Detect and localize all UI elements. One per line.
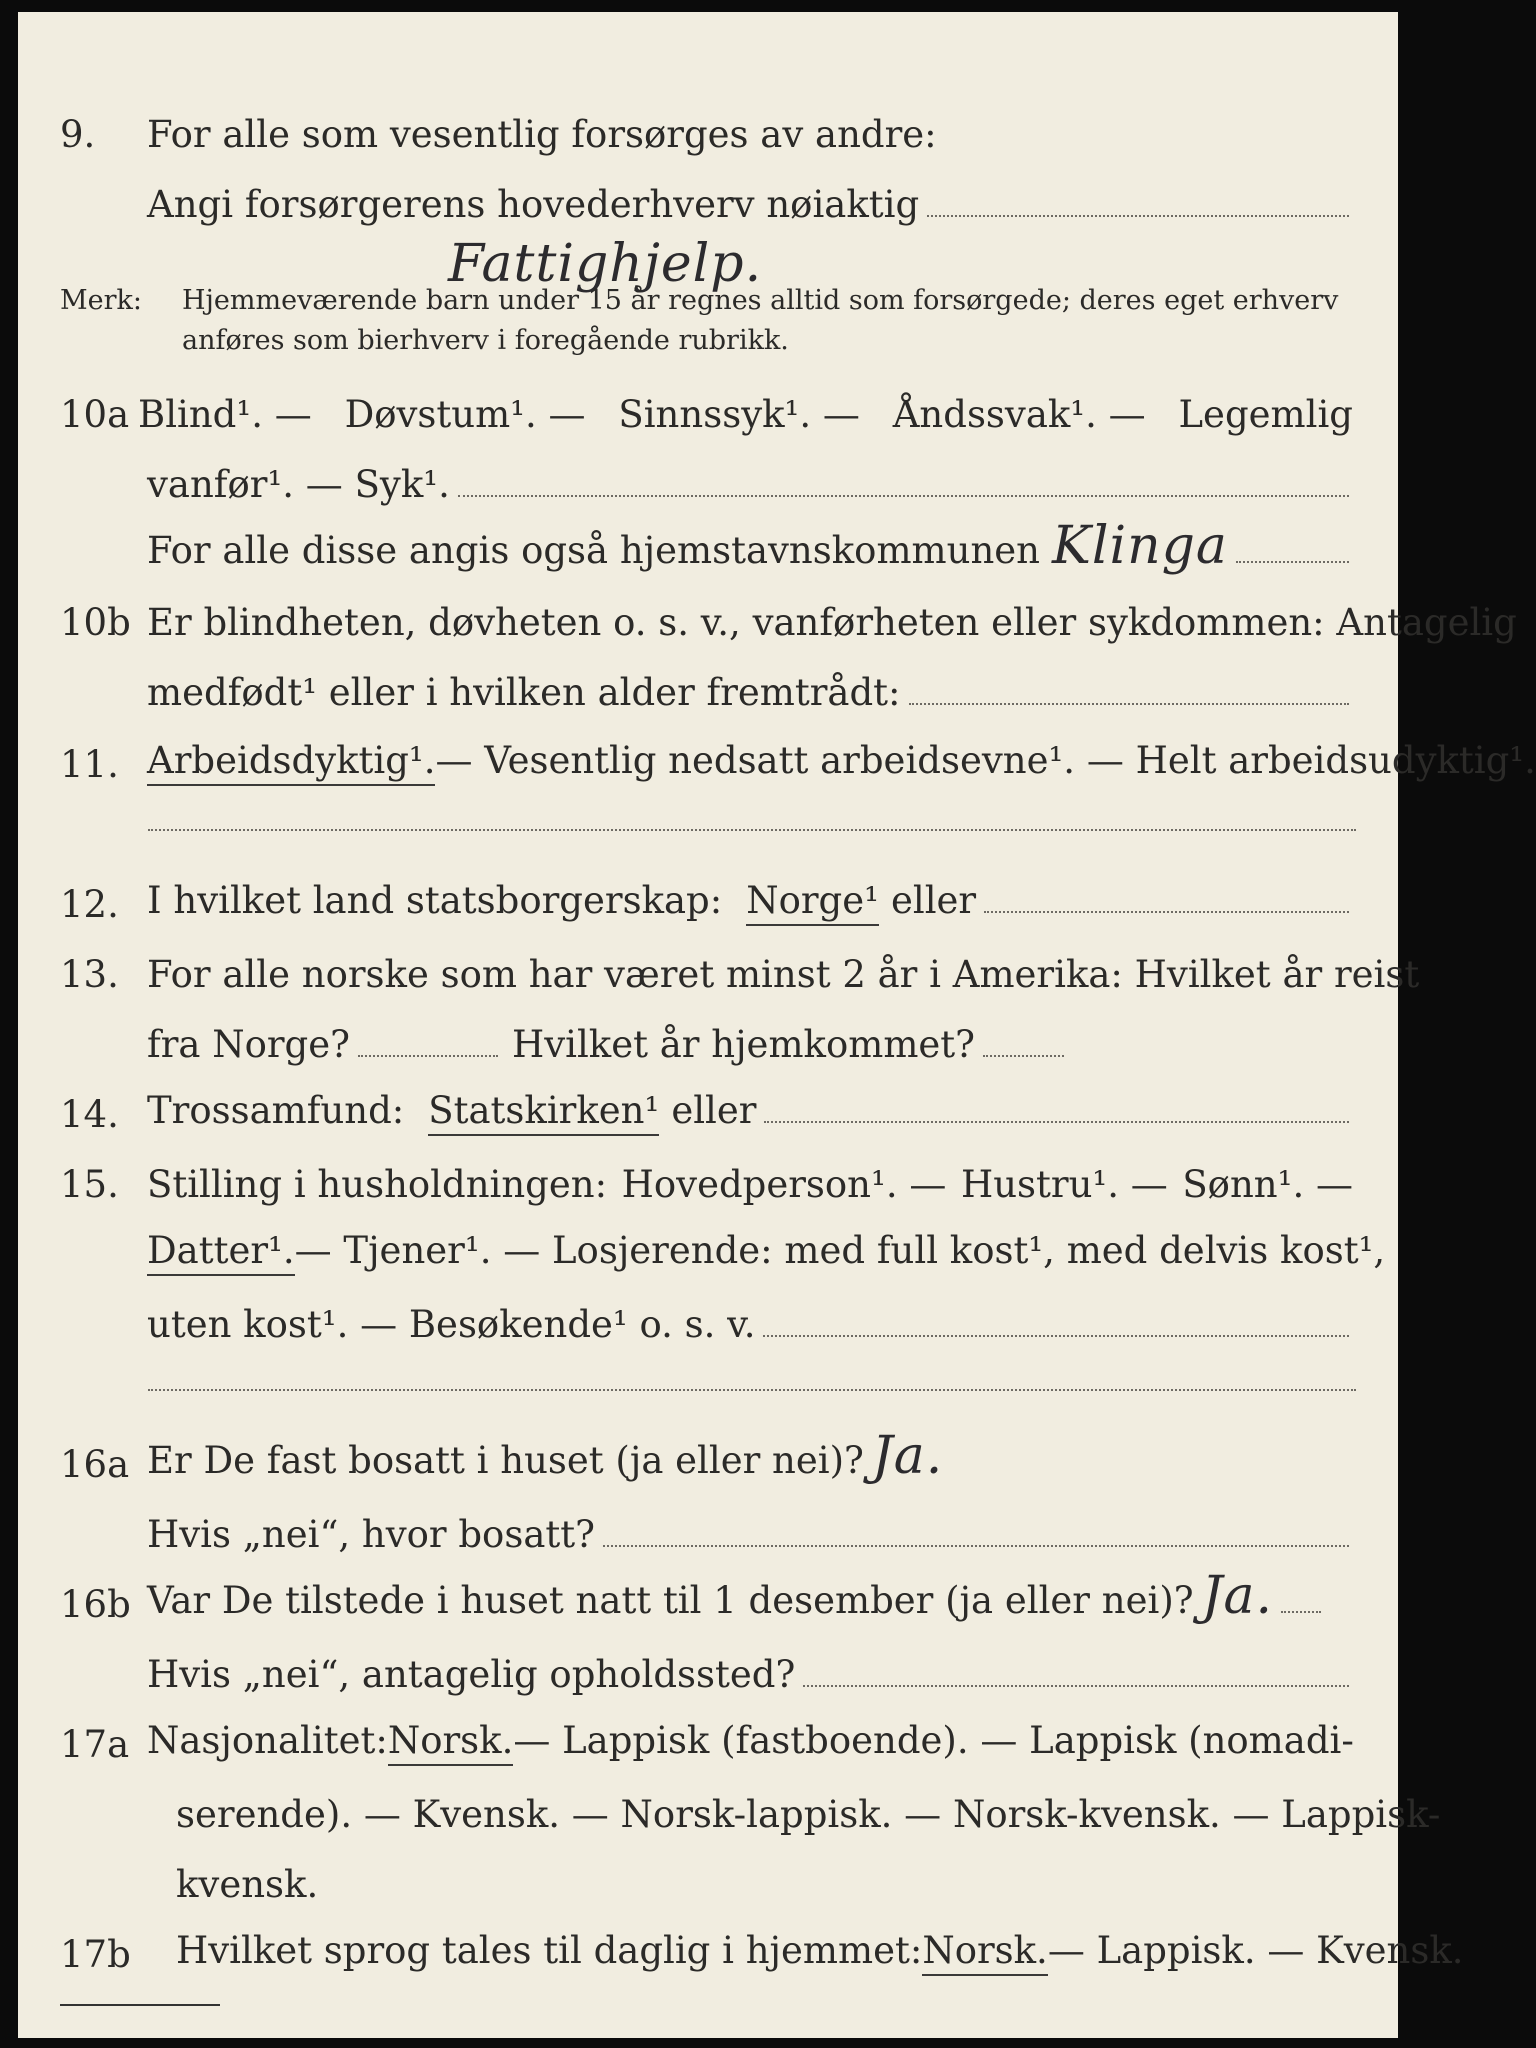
q14-text: Trossamfund: <box>147 1089 405 1132</box>
q12-number: 12. <box>60 883 119 926</box>
q14-dotted-field <box>764 1120 1349 1123</box>
q16a-handwritten-answer: Ja. <box>871 1426 944 1486</box>
q17a-number: 17a <box>60 1723 130 1766</box>
q13-line2 <box>18 1004 1398 1074</box>
q10b-dotted-field <box>909 702 1349 705</box>
merk-line2 <box>18 320 1398 364</box>
census-form-page <box>18 12 1536 2038</box>
q15-line3 <box>18 1284 1398 1354</box>
q13-line1 <box>18 934 1420 1004</box>
bottom-rule <box>60 2004 220 2006</box>
q17b-number: 17b <box>60 1933 131 1976</box>
q17a-line2 <box>18 1774 1441 1844</box>
q10b-line2 <box>18 652 1398 722</box>
q10a-line2 <box>18 444 1398 514</box>
q9-text: For alle som vesentlig forsørges av andre: <box>147 113 937 156</box>
q17a-line1 <box>18 1704 1398 1774</box>
q11-arbeidsdyktig-underlined: Arbeidsdyktig¹. <box>147 739 435 786</box>
q13-text: For alle norske som har været minst 2 år i Amerika: Hvilket år reist <box>147 953 1420 996</box>
q16a-number: 16a <box>60 1443 130 1486</box>
q10a-hjemstavn-label: For alle disse angis også hjemstavnskommunen <box>147 529 1041 572</box>
q15-line2-rest: — Tjener¹. — Losjerende: med full kost¹, med delvis kost¹, <box>294 1229 1386 1272</box>
q15-hovedperson: Hovedperson¹. — <box>621 1163 947 1206</box>
q13-hjemkommet-field <box>983 1054 1064 1057</box>
q10a-item-sinnssyk: Sinnssyk¹. — <box>618 393 860 436</box>
q10b-number: 10b <box>60 601 131 644</box>
q14-statskirken-underlined: Statskirken¹ <box>428 1089 659 1136</box>
q17a-line3-text: kvensk. <box>176 1863 319 1906</box>
q16b-dotted-field <box>1281 1610 1321 1613</box>
q10a-handwritten-answer: Klinga <box>1052 516 1228 576</box>
q9-dotted-field <box>927 214 1349 217</box>
q16b-opholdssted-field <box>803 1684 1349 1687</box>
q17a-line2-text: serende). — Kvensk. — Norsk-lappisk. — Norsk-kvensk. — Lappisk- <box>176 1793 1441 1836</box>
q17a-text: Nasjonalitet: <box>147 1719 388 1762</box>
q10a-hjemstavn-field <box>1236 560 1349 563</box>
q10a-item-legemlig: Legemlig <box>1178 393 1353 436</box>
q16b-opholdssted-label: Hvis „nei“, antagelig opholdssted? <box>147 1653 796 1696</box>
q10a-item-dovstum: Døvstum¹. — <box>344 393 586 436</box>
q16b-line2 <box>18 1634 1398 1704</box>
q15-datter-underlined: Datter¹. <box>147 1229 295 1276</box>
q16b-text: Var De tilstede i huset natt til 1 desember (ja eller nei)? <box>147 1579 1194 1622</box>
q15-number: 15. <box>60 1163 119 1206</box>
q9-line1 <box>18 94 1398 164</box>
q14-number: 14. <box>60 1093 119 1136</box>
q9-number: 9. <box>60 113 96 156</box>
q12-text: I hvilket land statsborgerskap: <box>147 879 723 922</box>
q17a-norsk-underlined: Norsk. <box>388 1719 514 1766</box>
q15-hustru: Hustru¹. — <box>960 1163 1168 1206</box>
q15-stilling-label: Stilling i husholdningen: <box>147 1163 608 1206</box>
q16a-line2 <box>18 1494 1398 1564</box>
q11-dotted-field <box>148 828 1356 831</box>
q10a-item-blind: Blind¹. — <box>138 393 312 436</box>
q11-rest: — Vesentlig nedsatt arbeidsevne¹. — Helt arbeidsudyktig¹. <box>435 739 1536 782</box>
q16a-text: Er De fast bosatt i huset (ja eller nei)? <box>147 1439 864 1482</box>
q17b-rest: — Lappisk. — Kvensk. <box>1047 1929 1464 1972</box>
q16b-handwritten-answer: Ja. <box>1201 1566 1273 1626</box>
q17b-norsk-underlined: Norsk. <box>922 1929 1048 1976</box>
q10a-line1 <box>18 374 1398 444</box>
q16b-number: 16b <box>60 1583 131 1626</box>
q14-line <box>18 1074 1398 1144</box>
q17a-line3 <box>18 1844 1398 1914</box>
q15-line1 <box>18 1144 1398 1214</box>
q13-number: 13. <box>60 953 119 996</box>
q15-dotted-field-2 <box>148 1388 1356 1391</box>
q10b-alder-label: medfødt¹ eller i hvilken alder fremtrådt: <box>147 671 901 714</box>
q11-line <box>18 724 1536 794</box>
q15-line3-text: uten kost¹. — Besøkende¹ o. s. v. <box>147 1303 756 1346</box>
q12-dotted-field <box>984 910 1349 913</box>
q10a-number: 10a <box>60 393 130 436</box>
q10b-text: Er blindheten, døvheten o. s. v., vanførheten eller sykdommen: Antagelig <box>147 601 1517 644</box>
q14-eller: eller <box>671 1089 757 1132</box>
q15-sonn: Sønn¹. — <box>1182 1163 1353 1206</box>
merk-text-2: anføres som bierhverv i foregående rubrikk. <box>182 325 789 356</box>
q13-hjemkommet-label: Hvilket år hjemkommet? <box>511 1023 976 1066</box>
q12-eller: eller <box>890 879 977 922</box>
q15-dotted-field <box>763 1334 1349 1337</box>
q10a-item-andssvak: Åndssvak¹. — <box>892 393 1146 436</box>
q12-norge-underlined: Norge¹ <box>746 879 879 926</box>
q9-handwritten-answer: Fattighjelp. <box>448 234 763 294</box>
q17b-text: Hvilket sprog tales til daglig i hjemmet: <box>176 1929 923 1972</box>
merk-text-1: Hjemmeværende barn under 15 år regnes alltid som forsørgede; deres eget erhverv <box>182 285 1339 316</box>
q10a-vanfor: vanfør¹. — Syk¹. <box>147 463 450 506</box>
q13-reist-field <box>358 1054 498 1057</box>
merk-line1 <box>18 274 1398 324</box>
q16a-dotted-field <box>603 1544 1349 1547</box>
merk-label: Merk: <box>60 285 142 316</box>
q16a-bosatt-label: Hvis „nei“, hvor bosatt? <box>147 1513 595 1556</box>
q16b-line1 <box>18 1564 1398 1634</box>
q15-line2 <box>18 1214 1398 1284</box>
q10a-dotted-field <box>458 494 1349 497</box>
q12-line <box>18 864 1398 934</box>
q9-provider-label: Angi forsørgerens hovederhverv nøiaktig <box>147 183 920 226</box>
q10b-line1 <box>18 582 1517 652</box>
q13-reist-label: fra Norge? <box>147 1023 350 1066</box>
q10a-line3 <box>18 508 1398 584</box>
q17b-line <box>18 1914 1464 1984</box>
q17a-rest: — Lappisk (fastboende). — Lappisk (nomadi- <box>513 1719 1354 1762</box>
q16a-line1 <box>18 1424 1398 1494</box>
q11-number: 11. <box>60 743 119 786</box>
